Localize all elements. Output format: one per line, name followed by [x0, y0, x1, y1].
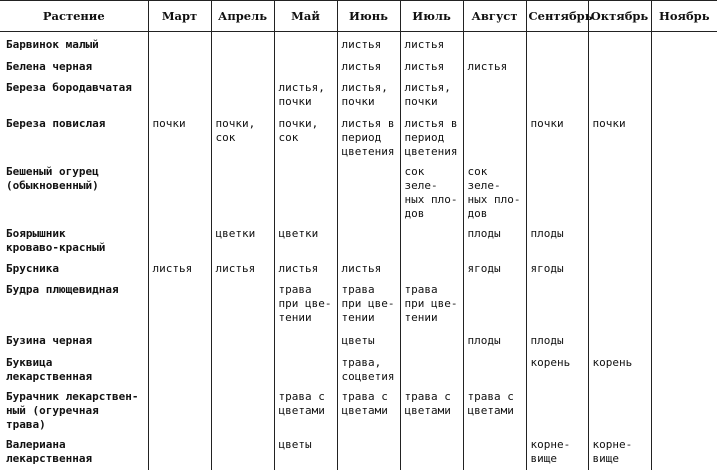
harvest-cell [274, 32, 337, 54]
plant-name-cell: Бузина черная [6, 333, 93, 347]
harvest-cell: трава при цве- тении [274, 277, 337, 328]
harvest-cell: листья [148, 256, 211, 277]
harvest-cell: плоды [463, 328, 526, 350]
harvest-cell: цветки [274, 221, 337, 256]
harvest-cell: трава при цве- тении [400, 277, 463, 328]
harvest-cell: листья [211, 256, 274, 277]
harvest-cell [211, 277, 274, 328]
harvest-cell: почки [526, 111, 588, 159]
plant-name-cell: Буквица лекарственная [6, 355, 93, 383]
column-header-plant: Растение [0, 1, 148, 32]
harvest-cell [211, 328, 274, 350]
plant-name-cell: Валериана лекарственная [6, 437, 93, 465]
harvest-cell [148, 432, 211, 470]
table-row [0, 159, 717, 221]
harvest-cell [651, 75, 717, 111]
harvest-cell: цветки [211, 221, 274, 256]
column-header-month: Май [274, 1, 337, 32]
harvest-cell: трава, соцветия [337, 350, 400, 384]
harvest-cell [588, 75, 651, 111]
harvest-cell [651, 277, 717, 328]
harvest-cell [274, 54, 337, 75]
harvest-cell [274, 350, 337, 384]
harvest-cell [337, 221, 400, 256]
harvest-cell [588, 256, 651, 277]
harvest-cell [274, 159, 337, 221]
harvest-cell: почки, сок [211, 111, 274, 159]
harvest-cell [588, 159, 651, 221]
harvest-cell [463, 32, 526, 54]
harvest-cell: листья в период цветения [400, 111, 463, 159]
harvest-cell: почки, сок [274, 111, 337, 159]
column-header-month: Март [148, 1, 211, 32]
harvest-cell [400, 221, 463, 256]
harvest-cell [148, 159, 211, 221]
harvest-cell: почки [588, 111, 651, 159]
harvest-cell [463, 111, 526, 159]
harvest-cell [211, 75, 274, 111]
harvest-cell: листья, почки [337, 75, 400, 111]
harvest-cell [588, 32, 651, 54]
harvest-cell [337, 159, 400, 221]
header-row [0, 1, 717, 32]
harvest-cell [463, 432, 526, 470]
harvest-cell: трава с цветами [463, 384, 526, 432]
harvest-cell: листья [274, 256, 337, 277]
harvest-cell: плоды [463, 221, 526, 256]
harvest-cell: листья [400, 32, 463, 54]
harvest-cell [148, 277, 211, 328]
harvest-cell [463, 277, 526, 328]
table-row [0, 432, 717, 470]
harvest-cell [651, 111, 717, 159]
table-row [0, 221, 717, 256]
harvest-cell [651, 432, 717, 470]
harvest-cell [651, 328, 717, 350]
harvest-cell [651, 159, 717, 221]
plant-name-cell: Будра плющевидная [6, 282, 119, 296]
harvest-cell: ягоды [463, 256, 526, 277]
plant-name-cell: Береза повислая [6, 116, 106, 130]
harvest-cell: трава при цве- тении [337, 277, 400, 328]
harvest-cell [651, 32, 717, 54]
table-row [0, 277, 717, 328]
harvest-cell [463, 350, 526, 384]
column-header-month: Июнь [337, 1, 400, 32]
harvest-cell: корень [526, 350, 588, 384]
harvest-cell [148, 75, 211, 111]
harvest-cell [463, 75, 526, 111]
harvest-cell: листья, почки [400, 75, 463, 111]
harvest-cell [651, 221, 717, 256]
column-header-month: Сентябрь [526, 1, 588, 32]
table-header [0, 1, 717, 32]
harvest-cell: плоды [526, 328, 588, 350]
harvest-cell [148, 221, 211, 256]
harvest-cell [526, 32, 588, 54]
table-row [0, 350, 717, 384]
harvest-cell [588, 221, 651, 256]
harvest-cell [651, 54, 717, 75]
plant-name-cell: Бешеный огурец (обыкновенный) [6, 164, 99, 192]
harvest-cell [148, 328, 211, 350]
harvest-cell: листья [463, 54, 526, 75]
harvest-cell: трава с цветами [337, 384, 400, 432]
harvest-cell [211, 350, 274, 384]
harvest-cell: листья [337, 54, 400, 75]
harvest-cell [148, 32, 211, 54]
harvest-cell [211, 432, 274, 470]
harvest-cell: плоды [526, 221, 588, 256]
harvest-cell: корне- вище [588, 432, 651, 470]
harvest-cell [588, 277, 651, 328]
table-row [0, 111, 717, 159]
harvest-cell [211, 54, 274, 75]
harvest-cell [400, 432, 463, 470]
harvest-cell [148, 384, 211, 432]
column-header-month: Июль [400, 1, 463, 32]
table-row [0, 75, 717, 111]
harvest-cell: листья в период цветения [337, 111, 400, 159]
column-header-month: Ноябрь [651, 1, 717, 32]
plant-name-cell: Брусника [6, 261, 59, 275]
harvest-cell [274, 328, 337, 350]
harvest-cell [588, 328, 651, 350]
harvest-cell: корне- вище [526, 432, 588, 470]
table-row [0, 54, 717, 75]
table-row [0, 384, 717, 432]
harvest-cell: трава с цветами [400, 384, 463, 432]
harvest-cell: листья [337, 256, 400, 277]
harvest-cell: трава с цветами [274, 384, 337, 432]
harvest-cell [526, 277, 588, 328]
harvest-cell [148, 350, 211, 384]
harvest-cell [651, 256, 717, 277]
plant-name-cell: Барвинок малый [6, 38, 99, 51]
table-body [0, 32, 717, 470]
harvest-cell: листья [337, 32, 400, 54]
harvest-cell [526, 54, 588, 75]
plant-name-cell: Белена черная [6, 59, 93, 73]
harvest-cell [337, 432, 400, 470]
plant-name-cell: Бурачник лекарствен- ный (огуречная трава) [6, 389, 139, 431]
table-row [0, 256, 717, 277]
harvest-cell [588, 384, 651, 432]
harvest-cell: почки [148, 111, 211, 159]
harvest-cell: сок зеле- ных пло- дов [400, 159, 463, 221]
harvest-cell [211, 159, 274, 221]
harvest-cell [526, 159, 588, 221]
harvest-cell [651, 384, 717, 432]
harvest-cell [588, 54, 651, 75]
harvest-cell: цветы [274, 432, 337, 470]
harvest-cell [526, 384, 588, 432]
plant-name-cell: Береза бородавчатая [6, 80, 132, 94]
harvest-cell: листья, почки [274, 75, 337, 111]
plant-name-cell: Боярышник кроваво-красный [6, 226, 106, 254]
harvest-cell: сок зеле- ных пло- дов [463, 159, 526, 221]
harvest-cell [211, 384, 274, 432]
column-header-month: Октябрь [588, 1, 651, 32]
column-header-month: Апрель [211, 1, 274, 32]
harvest-cell: ягоды [526, 256, 588, 277]
table-row [0, 328, 717, 350]
harvest-cell [526, 75, 588, 111]
column-header-month: Август [463, 1, 526, 32]
table-row [0, 32, 717, 54]
harvest-cell: корень [588, 350, 651, 384]
harvest-cell [651, 350, 717, 384]
harvest-cell: цветы [337, 328, 400, 350]
harvest-cell [211, 32, 274, 54]
harvest-cell [400, 256, 463, 277]
harvest-cell [400, 350, 463, 384]
harvest-cell: листья [400, 54, 463, 75]
harvest-cell [400, 328, 463, 350]
harvest-cell [148, 54, 211, 75]
